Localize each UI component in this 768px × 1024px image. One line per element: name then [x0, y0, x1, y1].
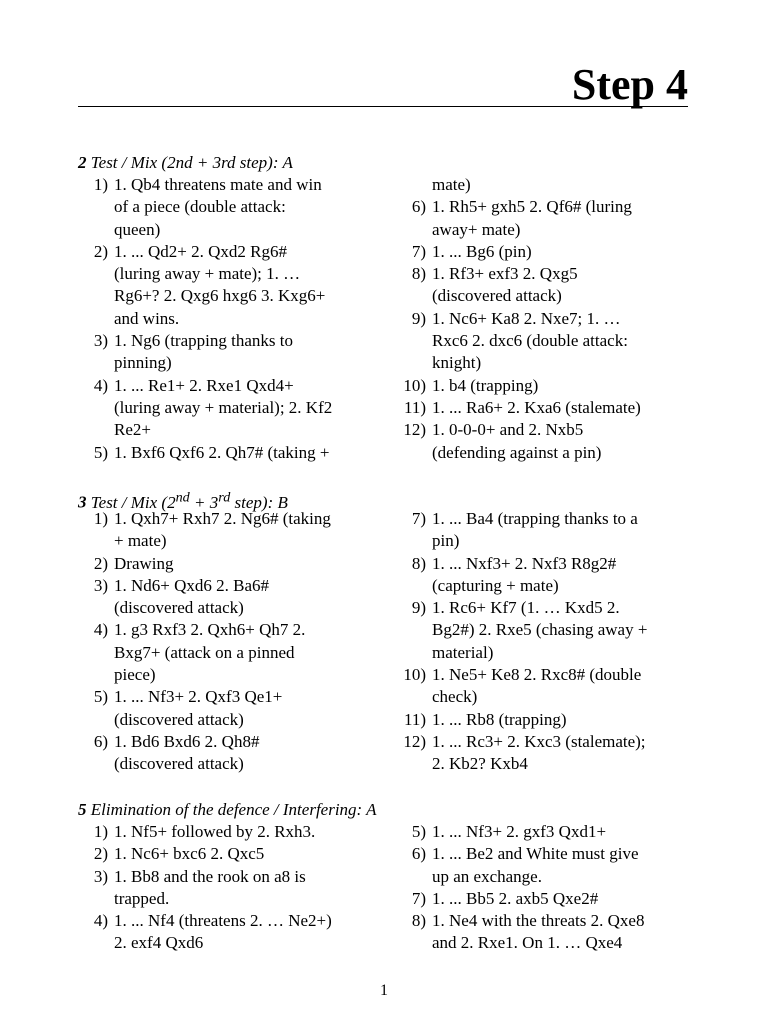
answer-line [78, 642, 378, 664]
answer-text: trapped. [114, 888, 170, 908]
section-3 [78, 486, 688, 776]
answer-line [396, 619, 688, 641]
answer-line [78, 196, 378, 218]
answer-text: 1. Bd6 Bxd6 2. Qh8# [114, 731, 260, 751]
answer-text: 1. ... Nxf3+ 2. Nxf3 R8g2# [432, 553, 617, 573]
answer-text: 1. Nc6+ bxc6 2. Qxc5 [114, 844, 265, 864]
answer-number: 9) [411, 308, 426, 328]
answer-line [396, 241, 688, 263]
section-number: 3 [78, 492, 87, 512]
answer-number: 5) [93, 687, 108, 707]
answer-number: 1) [93, 509, 108, 528]
answer-line [78, 285, 378, 307]
answer-line [78, 686, 378, 708]
right-column [396, 174, 688, 464]
answer-line [78, 619, 378, 641]
answer-text: 1. ... Qd2+ 2. Qxd2 Rg6# [114, 241, 287, 261]
answer-line [78, 709, 378, 731]
answer-number: 3) [93, 575, 108, 595]
answer-line [78, 419, 378, 441]
answer-line [396, 843, 688, 865]
answer-text: knight) [432, 353, 482, 373]
answer-text: 1. Ne5+ Ke8 2. Rxc8# (double [432, 665, 642, 685]
answer-line [78, 932, 378, 954]
left-column [78, 508, 378, 776]
answer-line [78, 397, 378, 419]
answer-text: 1. ... Ba4 (trapping thanks to a [432, 509, 638, 528]
answer-number: 2) [93, 241, 108, 261]
answer-number: 2) [93, 844, 108, 864]
answer-line [396, 442, 688, 464]
answer-line [396, 308, 688, 330]
answer-text: pinning) [114, 353, 172, 373]
answer-line [78, 553, 378, 575]
answer-text: 1. Bxf6 Qxf6 2. Qh7# (taking + [114, 442, 330, 462]
answer-text: 1. Nd6+ Qxd6 2. Ba6# [114, 575, 270, 595]
answer-line [78, 375, 378, 397]
answer-text: 1. b4 (trapping) [432, 375, 539, 395]
answer-number: 4) [93, 375, 108, 395]
answer-line [78, 888, 378, 910]
section-title-part: step): B [230, 492, 288, 512]
answer-text: piece) [114, 665, 156, 685]
answer-number: 3) [93, 866, 108, 886]
answer-number: 8) [411, 911, 426, 931]
answer-text: queen) [114, 219, 161, 239]
answer-text: 2. exf4 Qxd6 [114, 933, 204, 953]
answer-line [396, 219, 688, 241]
answer-text: 1. Ng6 (trapping thanks to [114, 331, 293, 351]
answer-text: material) [432, 642, 494, 662]
answer-line [78, 174, 378, 196]
answer-text: 1. Rh5+ gxh5 2. Qf6# (luring [432, 197, 632, 217]
answer-line [396, 910, 688, 932]
answer-text: 1. ... Rc3+ 2. Kxc3 (stalemate); [432, 731, 646, 751]
section-heading [78, 799, 688, 821]
answer-text: 1. ... Re1+ 2. Rxe1 Qxd4+ [114, 375, 294, 395]
answer-line [396, 285, 688, 307]
answer-number: 11) [403, 397, 426, 417]
section-title: Elimination of the defence / Interfering: A [86, 800, 377, 819]
right-column [396, 821, 688, 955]
answer-number: 11) [403, 709, 426, 729]
left-column [78, 821, 378, 955]
answer-text: pin) [432, 531, 460, 551]
answer-line [396, 597, 688, 619]
answer-line [78, 442, 378, 464]
answer-line [396, 419, 688, 441]
section-title: Test / Mix (2nd + 3rd step): A [86, 153, 293, 172]
answer-text: 1. ... Rb8 (trapping) [432, 709, 567, 729]
answer-text: and wins. [114, 308, 180, 328]
answer-text: up an exchange. [432, 866, 542, 886]
answer-line [78, 753, 378, 775]
answer-number: 8) [411, 553, 426, 573]
header-rule [78, 106, 688, 107]
answer-text: 1. Ne4 with the threats 2. Qxe8 [432, 911, 645, 931]
answer-text: 1. Qb4 threatens mate and win [114, 175, 322, 194]
answer-text: Bg2#) 2. Rxe5 (chasing away + [432, 620, 648, 640]
answer-text: (luring away + material); 2. Kf2 [114, 397, 333, 417]
answer-line [396, 263, 688, 285]
answer-text: Drawing [114, 553, 174, 573]
answer-number: 5) [93, 442, 108, 462]
answer-line [396, 709, 688, 731]
section-title-part: + 3 [189, 492, 219, 512]
answer-number: 7) [411, 241, 426, 261]
answer-line [396, 196, 688, 218]
answer-number: 2) [93, 553, 108, 573]
answer-text: 1. ... Be2 and White must give [432, 844, 639, 864]
answer-text: check) [432, 687, 478, 707]
answer-line [78, 241, 378, 263]
answer-line [396, 375, 688, 397]
answer-number: 12) [403, 731, 426, 751]
answer-text: of a piece (double attack: [114, 197, 286, 217]
answer-line [78, 352, 378, 374]
answer-line [396, 888, 688, 910]
answer-line [78, 597, 378, 619]
answer-text: 1. ... Nf3+ 2. Qxf3 Qe1+ [114, 687, 283, 707]
answer-number: 4) [93, 620, 108, 640]
answer-line [78, 508, 378, 530]
answer-text: (discovered attack) [114, 598, 244, 618]
answer-line [78, 219, 378, 241]
answer-line [78, 263, 378, 285]
section-heading [78, 486, 688, 512]
answer-number: 1) [93, 175, 108, 194]
answer-line [396, 508, 688, 530]
answer-text: and 2. Rxe1. On 1. … Qxe4 [432, 933, 623, 953]
answer-text: 1. ... Nf3+ 2. gxf3 Qxd1+ [432, 822, 607, 841]
section-5 [78, 799, 688, 955]
answer-number: 5) [411, 822, 426, 841]
answer-text: Rg6+? 2. Qxg6 hxg6 3. Kxg6+ [114, 286, 326, 306]
answer-line [78, 664, 378, 686]
section-number: 2 [78, 153, 87, 172]
answer-text: (luring away + mate); 1. … [114, 264, 301, 284]
answer-number: 9) [411, 598, 426, 618]
answer-text: 1. Rc6+ Kf7 (1. … Kxd5 2. [432, 598, 620, 618]
answer-text: Bxg7+ (attack on a pinned [114, 642, 295, 662]
answer-text: (discovered attack) [114, 754, 244, 774]
answer-line [396, 753, 688, 775]
answer-text: away+ mate) [432, 219, 521, 239]
answer-number: 6) [93, 731, 108, 751]
page-title: Step 4 [571, 60, 688, 109]
answer-text: + mate) [114, 531, 167, 551]
section-2 [78, 152, 688, 464]
answer-text: 1. Bb8 and the rook on a8 is [114, 866, 306, 886]
answer-line [396, 866, 688, 888]
answer-number: 12) [403, 420, 426, 440]
answer-line [78, 530, 378, 552]
answer-text: 1. Nc6+ Ka8 2. Nxe7; 1. … [432, 308, 621, 328]
answer-line [78, 330, 378, 352]
answer-text: 2. Kb2? Kxb4 [432, 754, 528, 774]
answer-number: 7) [411, 509, 426, 528]
answer-line [396, 352, 688, 374]
right-column [396, 508, 688, 776]
answer-line [396, 642, 688, 664]
answer-number: 10) [403, 375, 426, 395]
answer-text: (defending against a pin) [432, 442, 602, 462]
answer-line [78, 866, 378, 888]
answer-number: 4) [93, 911, 108, 931]
answer-line [396, 397, 688, 419]
answer-text: 1. Qxh7+ Rxh7 2. Ng6# (taking [114, 509, 331, 528]
answer-line [78, 910, 378, 932]
answer-line [396, 821, 688, 843]
superscript: nd [175, 489, 190, 505]
answer-line [396, 530, 688, 552]
superscript: rd [218, 489, 231, 505]
answer-number: 6) [411, 197, 426, 217]
answer-text: 1. 0-0-0+ and 2. Nxb5 [432, 420, 584, 440]
answer-line [396, 731, 688, 753]
answer-line [396, 553, 688, 575]
answer-text: 1. Nf5+ followed by 2. Rxh3. [114, 822, 316, 841]
answer-number: 6) [411, 844, 426, 864]
answer-number: 1) [93, 822, 108, 841]
answer-text: 1. ... Bb5 2. axb5 Qxe2# [432, 888, 599, 908]
answer-line [78, 821, 378, 843]
page-number: 1 [380, 982, 388, 999]
answer-line [396, 330, 688, 352]
answer-line [78, 575, 378, 597]
answer-line [396, 174, 688, 196]
section-heading [78, 152, 688, 174]
answer-number: 3) [93, 331, 108, 351]
answer-text: 1. ... Ra6+ 2. Kxa6 (stalemate) [432, 397, 641, 417]
answer-text: Rxc6 2. dxc6 (double attack: [432, 331, 628, 351]
left-column [78, 174, 378, 464]
answer-number: 10) [403, 665, 426, 685]
answer-text: (capturing + mate) [432, 575, 559, 595]
answer-line [396, 664, 688, 686]
section-title-part: Test / Mix (2 [86, 492, 176, 512]
answer-text: mate) [432, 175, 471, 194]
answer-number: 8) [411, 264, 426, 284]
answer-line [396, 686, 688, 708]
answer-text: (discovered attack) [432, 286, 562, 306]
answer-text: 1. ... Bg6 (pin) [432, 241, 532, 261]
answer-text: 1. g3 Rxf3 2. Qxh6+ Qh7 2. [114, 620, 306, 640]
answer-text: 1. ... Nf4 (threatens 2. … Ne2+) [114, 911, 332, 931]
answer-line [78, 731, 378, 753]
answer-text: 1. Rf3+ exf3 2. Qxg5 [432, 264, 578, 284]
answer-number: 7) [411, 888, 426, 908]
answer-text: (discovered attack) [114, 709, 244, 729]
section-number: 5 [78, 800, 87, 819]
answer-line [396, 932, 688, 954]
answer-line [78, 843, 378, 865]
answer-text: Re2+ [114, 420, 151, 440]
answer-line [396, 575, 688, 597]
answer-line [78, 308, 378, 330]
